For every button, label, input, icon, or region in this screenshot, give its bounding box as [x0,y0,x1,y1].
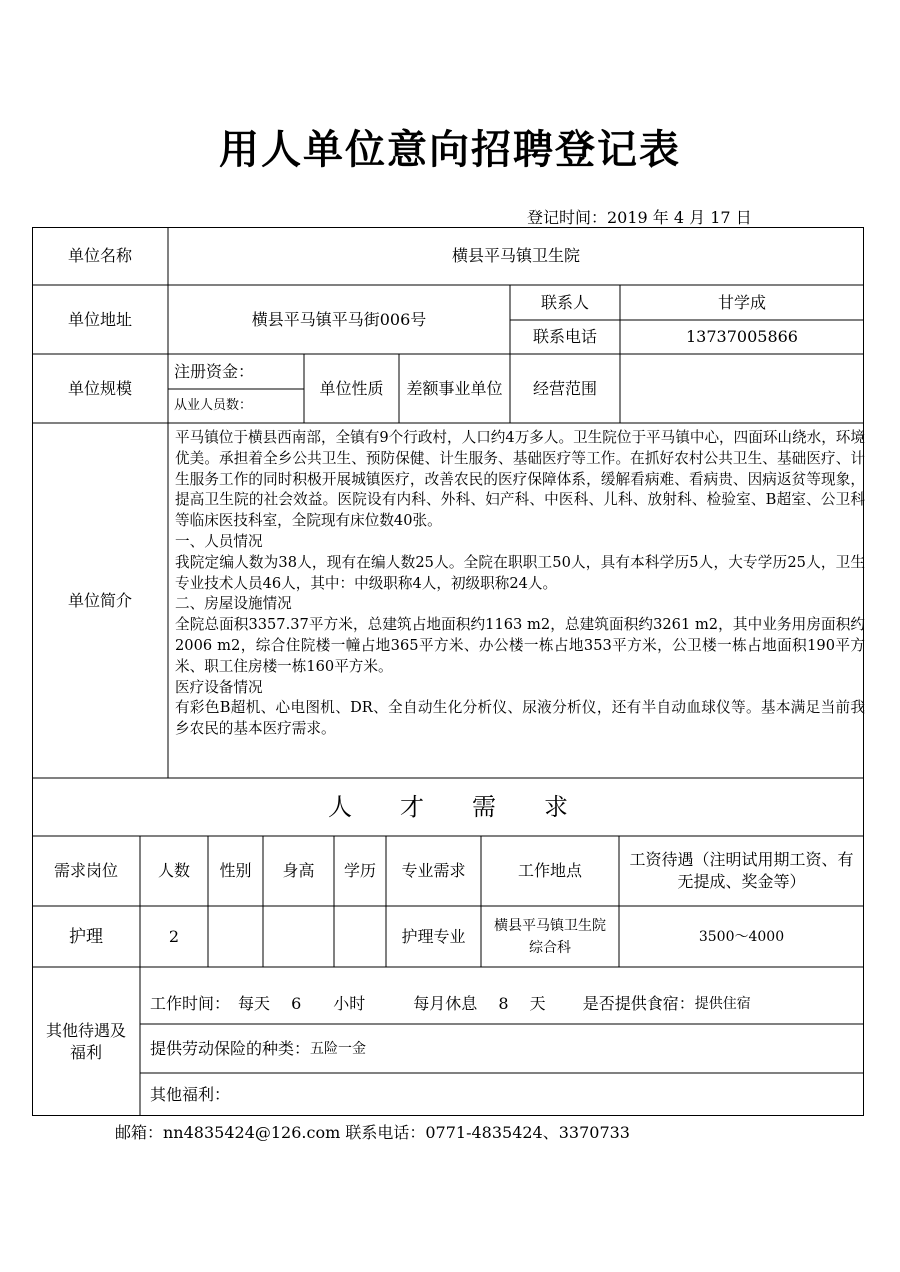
registration-date: 登记时间：2019 年 4 月 17 日 [527,208,752,227]
business-scope-label: 经营范围 [532,378,597,398]
work-time-text: 工作时间： 每天 6 小时 每月休息 8 天 是否提供食宿： [150,994,695,1013]
header-salary: 工资待遇（注明试用期工资、有无提成、奖金等） [629,850,854,891]
header-count: 人数 [157,861,190,880]
header-height: 身高 [282,861,315,880]
intro-paragraph-staff: 我院定编人数为38人，现有在编人数25人。全院在职职工50人，具有本科学历5人，大专学历25人，卫生专业技术人员46人，其中：中级职称4人，初级职称24人。 [175,553,865,592]
row-education [334,906,386,967]
header-major: 专业需求 [401,861,466,880]
row-location: 横县平马镇卫生院综合科 [494,917,606,956]
header-position: 需求岗位 [53,861,118,880]
unit-nature-label: 单位性质 [319,378,384,398]
insurance-row [150,1024,864,1073]
insurance-value: 五险一金 [310,1040,367,1057]
lodging-value: 提供住宿 [694,996,751,1012]
page-title: 用人单位意向招聘登记表 [219,126,681,173]
row-gender [208,906,263,967]
intro-heading-equipment: 医疗设备情况 [175,678,263,696]
intro-paragraph: 平马镇位于横县西南部，全镇有9个行政村，人口约4万多人。卫生院位于平马镇中心，四面环山绕水，环境优美。承担着全乡公共卫生、预防保健、计生服务、基础医疗等工作。在抓好农村公共卫生、基础医疗、计生服务工作的同时积极开展城镇医疗，改善农民的医疗保障体系，缓解看病难、看病贵、因病返贫等现象，提高卫生院的社会效益。医院设有内科、外科、妇产科、中医科、儿科、放射科、检验室、B超室、公卫科等临床医技科室，全院现有床位数40张。 [175,429,865,530]
unit-intro [175,428,865,740]
business-scope [620,354,864,423]
unit-scale-label: 单位规模 [67,378,132,398]
intro-heading-staff: 一、人员情况 [175,532,263,550]
registration-form [32,227,864,1116]
intro-paragraph-equipment: 有彩色B超机、心电图机、DR、全自动生化分析仪、尿液分析仪，还有半自动血球仪等。基本满足当前我乡农民的基本医疗需求。 [175,699,865,738]
row-salary: 3500～4000 [698,928,785,945]
insurance-label: 提供劳动保险的种类： [150,1038,311,1058]
intro-paragraph-facilities: 全院总面积3357.37平方米，总建筑占地面积约1163 m2，总建筑面积约3261 m2，其中业务用房面积约2006 m2，综合住院楼一幢占地365平方米、办公楼一栋占地353平方米，公卫楼一栋占地面积190平方米、职工住房楼一栋160平方米。 [175,616,865,675]
row-count: 2 [168,926,180,946]
footer-contact: 邮箱：nn4835424@126.com 联系电话：0771-4835424、3370733 [115,1123,630,1142]
benefits-label: 其他待遇及福利 [45,1020,126,1062]
unit-address: 横县平马镇平马街006号 [251,309,427,329]
unit-name-label: 单位名称 [67,246,132,265]
intro-heading-facilities: 二、房屋设施情况 [175,595,292,613]
unit-name: 横县平马镇卫生院 [451,246,580,265]
other-benefits-label: 其他福利： [150,1084,231,1104]
unit-address-label: 单位地址 [67,309,132,329]
row-position: 护理 [69,926,103,947]
phone-label: 联系电话 [532,327,597,346]
header-education: 学历 [343,861,376,880]
header-location: 工作地点 [517,861,582,880]
contact-label: 联系人 [540,292,589,312]
row-height [263,906,334,967]
talent-section-title: 人 才 需 求 [328,793,568,821]
unit-intro-label: 单位简介 [67,590,132,610]
row-major: 护理专业 [401,926,466,946]
registered-capital-label: 注册资金： [174,361,255,381]
contact-phone: 13737005866 [686,327,798,346]
contact-person: 甘学成 [717,292,766,312]
staff-count-label: 从业人员数： [174,398,253,413]
work-time-row [150,984,864,1024]
unit-nature: 差额事业单位 [406,378,503,398]
header-gender: 性别 [219,861,252,880]
